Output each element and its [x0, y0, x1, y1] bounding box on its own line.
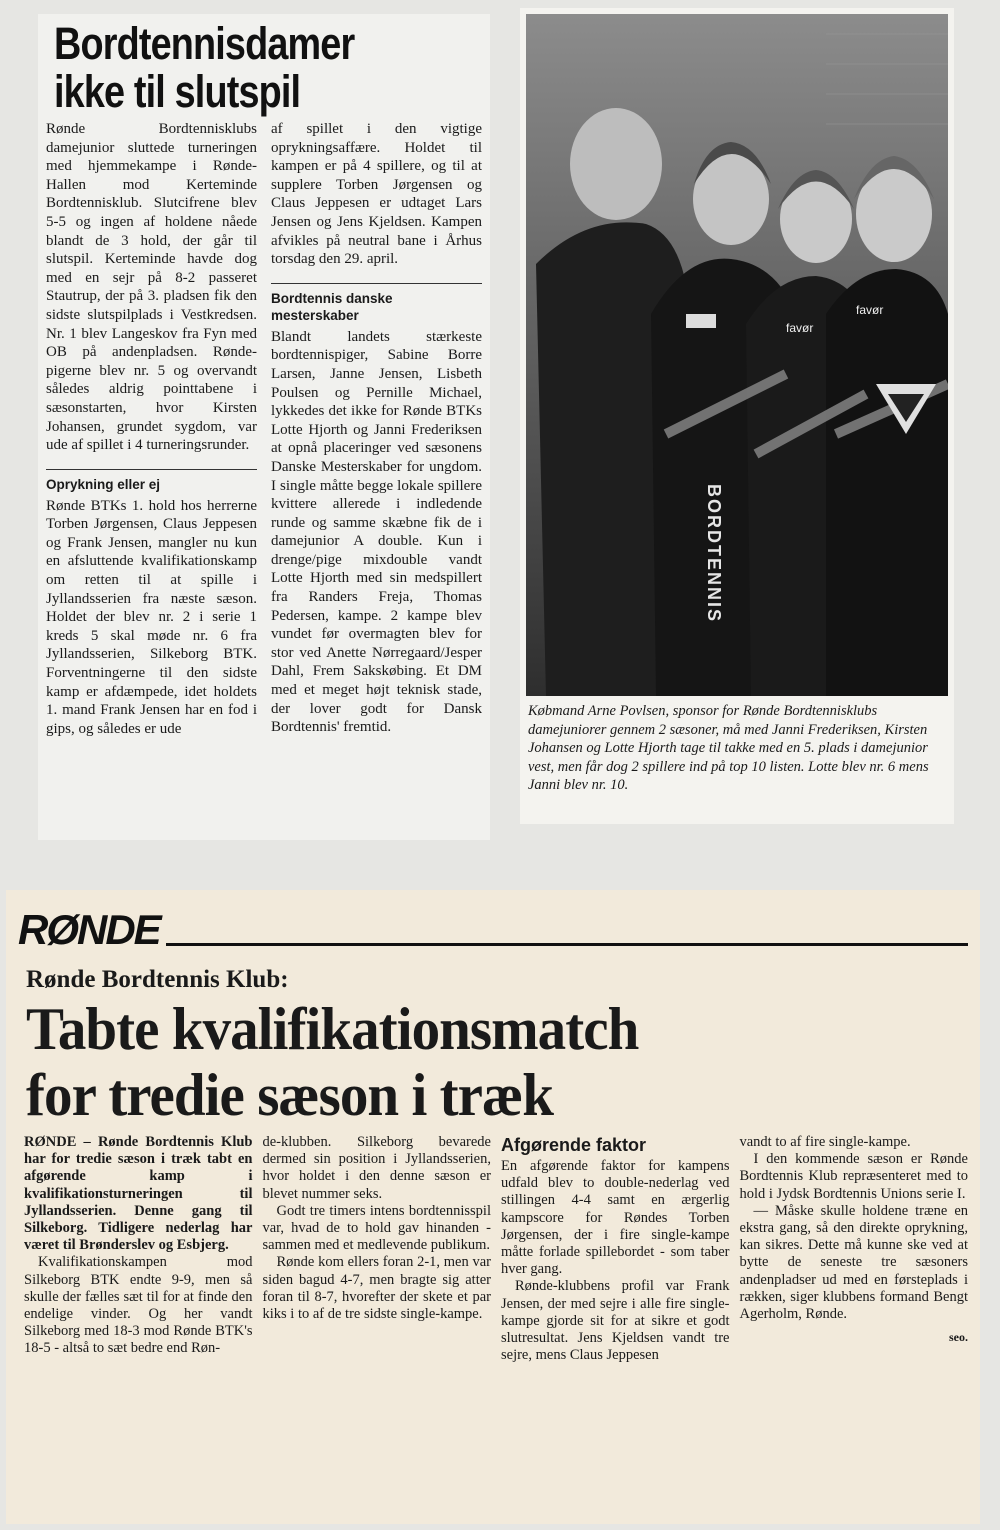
paragraph: Rønde-klubbens profil var Frank Jensen, der med sejre i alle fire single-kampe gjorde sit for at sikre et godt slutresultat. Jens Kjeldsen vandt tre sejre, mens Claus Jeppesen: [501, 1278, 730, 1364]
article-columns: [46, 120, 482, 738]
article-columns: [24, 1134, 968, 1364]
kicker: Rønde Bordtennis Klub:: [26, 966, 289, 993]
paragraph: En afgørende faktor for kampens udfald blev to double-nederlag ved stillingen 4-4 samt en ærgerlig kampscore for Røndes Torben Jørgensen, der i fire single-kampe måtte forlade spillebordet - som taber hver gang.: [501, 1158, 730, 1278]
jacket-logo: favør: [786, 321, 814, 335]
paragraph: — Måske skulle holdene træne en ekstra gang, så den direkte oprykning, kan sikres. Dette må kunne ske ved at bytte de seneste tre sæsoners andenpladser ud med en førsteplads i rækken, siger klubbens formand Bengt Agerholm, Rønde.: [739, 1202, 968, 1323]
lead-paragraph: RØNDE – Rønde Bordtennis Klub har for tredie sæson i træk tabt en afgørende kamp i kvalifikationsturneringen til Jyllandsserien. Denne gang til Silkeborg. Tidligere nederlag har været til Brønderslev og Esbjerg.: [24, 1134, 253, 1254]
team-photo: [526, 14, 948, 696]
subheading-danske-mesterskaber: Bordtennis danske mesterskaber: [271, 283, 482, 324]
paragraph: af spillet i den vigtige oprykningsaffære. Holdet til kampen er på 4 spillere, og til at supplere Torben Jørgensen og Claus Jeppesen er udtaget Lars Jensen og Jens Kjeldsen. Kampen afvikles på neutral bane i Århus torsdag den 29. april.: [271, 121, 482, 268]
paragraph: I den kommende sæson er Rønde Bordtennis Klub repræsenteret med to hold i Jydsk Bordtennis Unions serie I.: [739, 1151, 968, 1202]
clipping-photo: [520, 8, 954, 824]
section-banner: [18, 898, 968, 952]
paragraph: de-klubben. Silkeborg bevarede dermed sin position i Jyllandsserien, hvor holdet i den denne sæson er blevet nummer seks.: [262, 1134, 491, 1202]
article-column-2: [271, 120, 482, 738]
article-column-1: [46, 120, 257, 738]
paragraph: Rønde kom ellers foran 2-1, men var siden bagud 4-7, men bragte sig atter foran til 8-7, hvorefter der skete et par kiks i to af de tre sidste single-kampe.: [262, 1254, 491, 1323]
subheading-oprykning: Oprykning eller ej: [46, 469, 257, 493]
subheading-afgoerende-faktor: Afgørende faktor: [501, 1135, 647, 1155]
paragraph: Rønde Bordtennisklubs damejunior sluttede turneringen med hjemmekampe i Rønde-Hallen mod Kerteminde Bordtennisklub. Slutcifrene blev 5-5 og ingen af holdene nåede blandt de 3 hold, der går til slutspil. Kerteminde havde dog med en sejr på 8-2 passeret Stautrup, der på 3. pladsen fik den sidste slutspilplads i Vestkredsen. Nr. 1 blev Langeskov fra Fyn med OB på andenpladsen. Rønde-pigerne blev nr. 5 og overvandt således aldrig pointtabene i sæsonstarten, hvor Kirsten Johansen, grundet sygdom, var ude af spillet i 4 turneringsrunder.: [46, 121, 257, 454]
headline-bordtennisdamer: Bordtennisdamer ikke til slutspil: [54, 18, 355, 117]
team-photo-illustration: [526, 14, 948, 696]
article-column-4: [740, 1134, 969, 1364]
paragraph: Rønde BTKs 1. hold hos herrerne Torben Jørgensen, Claus Jeppesen og Frank Jensen, mangler nu kun en afsluttende kvalifikationskamp om retten til at spille i Jyllandsserien fra næste sæson. Holdet der blev nr. 2 i serie 1 kreds 5 skal møde nr. 6 fra Jyllandsserien, Silkeborg BTK. Forventningerne til den sidste kamp er afdæmpede, idet holdets 1. mand Frank Jensen har en fod i gips, og således er ude: [46, 497, 257, 737]
ronde-logo: RØNDE: [18, 906, 160, 953]
paragraph: Blandt landets stærkeste bordtennispiger, Sabine Borre Larsen, Janne Jensen, Lisbeth Poulsen og Pernille Michael, lykkedes det ikke for Rønde BTKs Lotte Hjorth og Janni Frederiksen at opnå placeringer ved sæsonens Danske Mesterskaber for ungdom. I single måtte begge lokale spillere kvittere allerede i indledende runde og samme skæbne fik de i damejunior A double. Kun i drenge/pige mixdouble vandt Lotte Hjorth med sin medspillert fra Randers Freja, Thomas Pedersen, kampe. 2 kampe blev vundet før overmagten blev for stor ved Anette Nørregaard/Jesper Dahl, Frem Sakskøbing. Et DM med et meget højt teknisk stade, der lover godt for Dansk Bordtennis' fremtid.: [271, 328, 482, 736]
clipping-bordtennisdamer: [38, 14, 490, 840]
headline-tabte: Tabte kvalifikationsmatch for tredie sæson i træk: [26, 996, 639, 1128]
photo-caption: Købmand Arne Povlsen, sponsor for Rønde Bordtennisklubs damejuniorer gennem 2 sæsoner, må med Janni Frederiksen, Kirsten Johansen og Lotte Hjorth tage til takke med en 5. plads i damejunior vest, men får dog 2 spillere ind på top 10 listen. Lotte blev nr. 6 mens Janni blev nr. 10.: [528, 703, 929, 793]
signature: seo.: [949, 1330, 968, 1345]
clipping-tabte-kvalifikationsmatch: [6, 890, 980, 1524]
jacket-logo: favør: [856, 303, 884, 317]
banner-rule: [166, 943, 968, 946]
paragraph: vandt to af fire single-kampe.: [739, 1134, 911, 1150]
trouser-text: BORDTENNIS: [704, 484, 724, 624]
paragraph: Kvalifikationskampen mod Silkeborg BTK endte 9-9, men så skulle der fælles sæt til for at finde den endelige vinder. Og her vandt Silkeborg med 18-3 mod Rønde BTK's 18-5 - altså to sæt bedre end Røn-: [24, 1254, 253, 1357]
paragraph: Godt tre timers intens bordtennisspil var, hvad de to hold gav hinanden - sammen med et medlevende publikum.: [262, 1202, 491, 1254]
article-column-2: [263, 1134, 492, 1364]
article-column-3: [501, 1134, 730, 1364]
article-column-1: [24, 1134, 253, 1364]
